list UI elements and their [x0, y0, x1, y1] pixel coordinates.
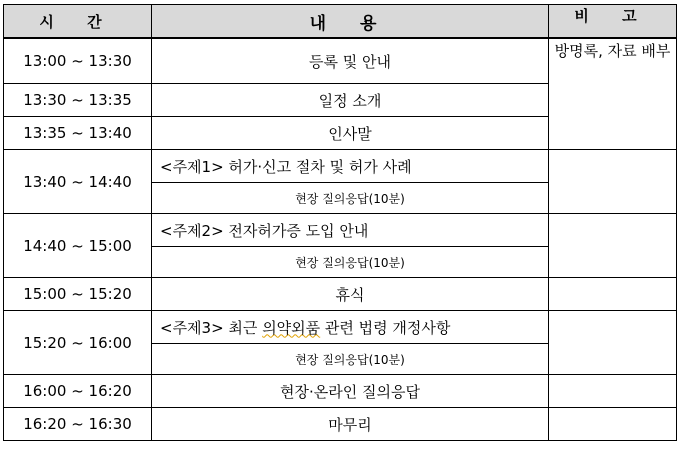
content-cell: 마무리: [152, 408, 549, 441]
content-cell: 휴식: [152, 278, 549, 311]
topic-prefix: <주제3> 최근: [160, 318, 263, 337]
topic-suffix: 관련 법령 개정사항: [320, 318, 451, 337]
content-cell: 인사말: [152, 117, 549, 150]
note-cell: [549, 311, 677, 375]
topic-cell: <주제1> 허가·신고 절차 및 허가 사례: [152, 150, 549, 183]
header-row: [4, 5, 677, 39]
time-cell: 13:35 ~ 13:40: [4, 117, 152, 150]
qa-cell: 현장 질의응답(10분): [152, 183, 549, 214]
time-cell: 15:00 ~ 15:20: [4, 278, 152, 311]
time-cell: 13:00 ~ 13:30: [4, 38, 152, 84]
time-cell: 14:40 ~ 15:00: [4, 214, 152, 278]
note-cell: [549, 278, 677, 311]
spellcheck-marked-word: 의약외품: [262, 318, 321, 337]
content-cell: 현장·온라인 질의응답: [152, 375, 549, 408]
table-row: [4, 150, 677, 183]
table-row: [4, 214, 677, 247]
schedule-table: [3, 4, 677, 441]
header-note: 비 고: [549, 5, 677, 39]
content-cell: 등록 및 안내: [152, 38, 549, 84]
time-cell: 13:30 ~ 13:35: [4, 84, 152, 117]
note-cell: [549, 38, 677, 150]
note-cell: [549, 150, 677, 214]
time-cell: 15:20 ~ 16:00: [4, 311, 152, 375]
topic-cell: <주제2> 전자허가증 도입 안내: [152, 214, 549, 247]
table-row: [4, 408, 677, 441]
table-row: [4, 38, 677, 84]
note-cell: [549, 408, 677, 441]
header-content: 내 용: [152, 5, 549, 39]
time-cell: 16:20 ~ 16:30: [4, 408, 152, 441]
table-row: [4, 278, 677, 311]
qa-cell: 현장 질의응답(10분): [152, 344, 549, 375]
topic-cell: [152, 311, 549, 344]
note-text: 방명록, 자료 배부: [554, 42, 671, 60]
note-cell: [549, 375, 677, 408]
table-row: [4, 311, 677, 344]
qa-cell: 현장 질의응답(10분): [152, 247, 549, 278]
time-cell: 16:00 ~ 16:20: [4, 375, 152, 408]
table-row: [4, 375, 677, 408]
time-cell: 13:40 ~ 14:40: [4, 150, 152, 214]
note-cell: [549, 214, 677, 278]
header-time: 시 간: [4, 5, 152, 39]
content-cell: 일정 소개: [152, 84, 549, 117]
